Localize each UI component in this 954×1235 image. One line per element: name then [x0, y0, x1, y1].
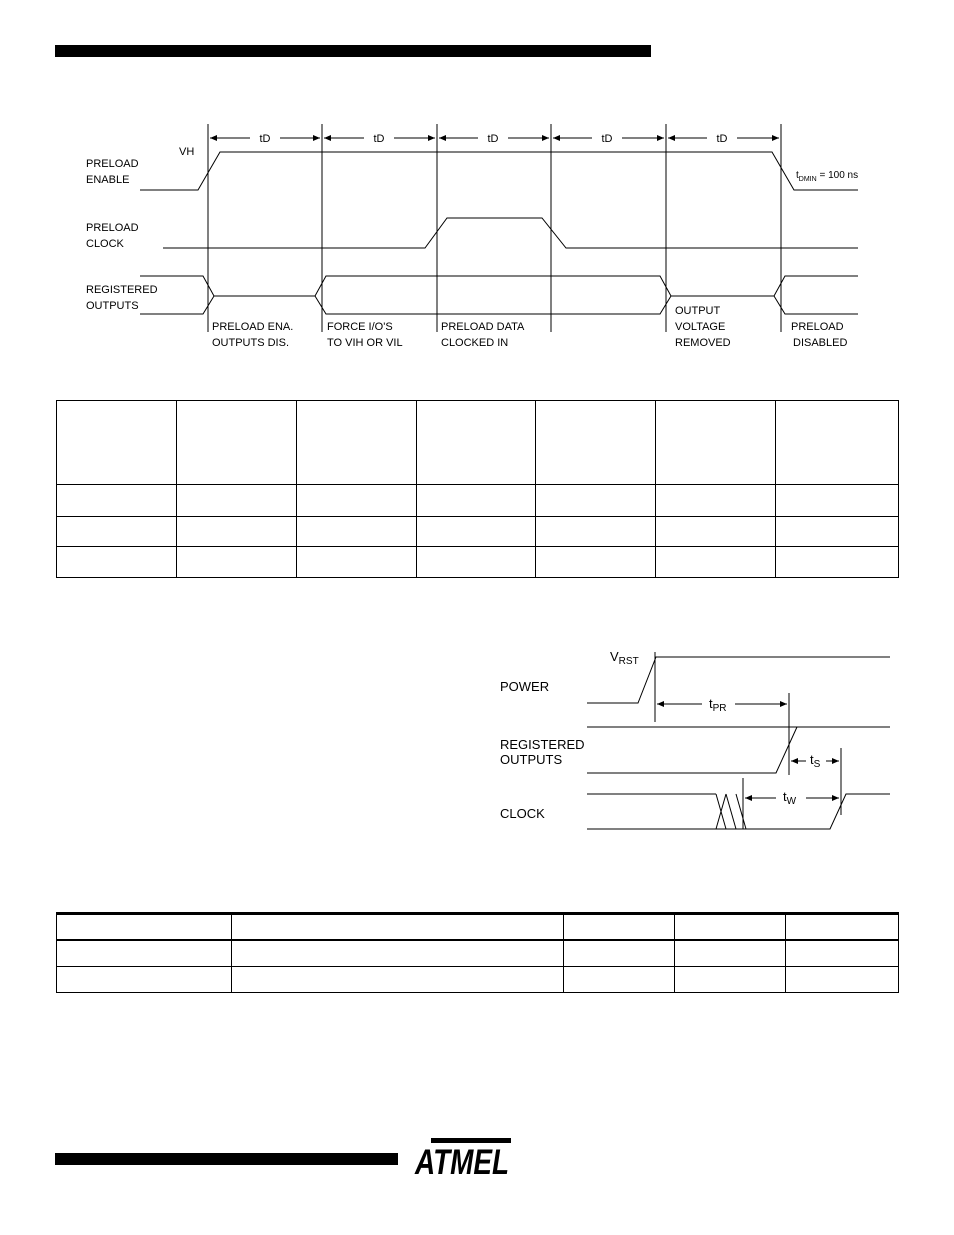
phase-label: DISABLED — [793, 337, 848, 349]
signal-label: PRELOAD — [86, 222, 139, 234]
svg-text:ATMEL: ATMEL — [414, 1143, 509, 1182]
atmel-logo — [413, 1136, 513, 1184]
table-row — [57, 940, 899, 966]
signal-label: CLOCK — [86, 238, 124, 250]
vh-label: VH — [179, 146, 195, 158]
footer-bar — [55, 1153, 398, 1165]
td-label: tD — [601, 133, 613, 145]
td-label: tD — [259, 133, 271, 145]
vrst-label: $V_{RST}$ — [610, 649, 639, 667]
td-label: tD — [487, 133, 499, 145]
ts-label: $t_S$ — [810, 752, 821, 770]
tpr-label: $t_{PR}$ — [709, 696, 727, 714]
signal-label: OUTPUTS — [500, 752, 563, 767]
td-label: tD — [373, 133, 385, 145]
signal-label: CLOCK — [500, 806, 545, 821]
td-label: tD — [716, 133, 728, 145]
preload-enable-waveform — [140, 152, 858, 190]
phase-label: OUTPUTS DIS. — [212, 337, 290, 349]
phase-label: REMOVED — [675, 337, 731, 349]
phase-label: VOLTAGE — [675, 321, 726, 333]
signal-label: REGISTERED — [86, 284, 158, 296]
table-row — [57, 914, 899, 940]
table-row — [57, 516, 899, 547]
signal-label: OUTPUTS — [86, 300, 139, 312]
tw-label: $t_W$ — [783, 789, 797, 807]
signal-label: REGISTERED — [500, 737, 585, 752]
phase-label: PRELOAD DATA — [441, 321, 525, 333]
phase-label: TO VIH OR VIL — [327, 337, 403, 349]
phase-label: FORCE I/O'S — [327, 321, 393, 333]
preload-clock-waveform — [163, 218, 858, 248]
phase-label: CLOCKED IN — [441, 337, 509, 349]
registered-outputs-waveform-top — [140, 276, 858, 296]
phase-label: OUTPUT — [675, 305, 721, 317]
powerup-reset-timing-diagram — [480, 630, 900, 850]
signal-label: PRELOAD — [86, 158, 139, 170]
tdmin-note: $t_{DMIN} = 100$ ns — [796, 170, 859, 183]
signal-label: ENABLE — [86, 174, 130, 186]
reset-parameters-table — [56, 912, 899, 993]
table-row — [57, 484, 899, 516]
phase-label: PRELOAD ENA. — [212, 321, 294, 333]
table-row — [57, 547, 899, 578]
preload-parameters-table — [56, 400, 899, 578]
table-row — [57, 401, 899, 485]
preload-timing-diagram — [0, 0, 954, 370]
phase-label: PRELOAD — [791, 321, 844, 333]
table-row — [57, 966, 899, 992]
signal-label: POWER — [500, 679, 550, 694]
